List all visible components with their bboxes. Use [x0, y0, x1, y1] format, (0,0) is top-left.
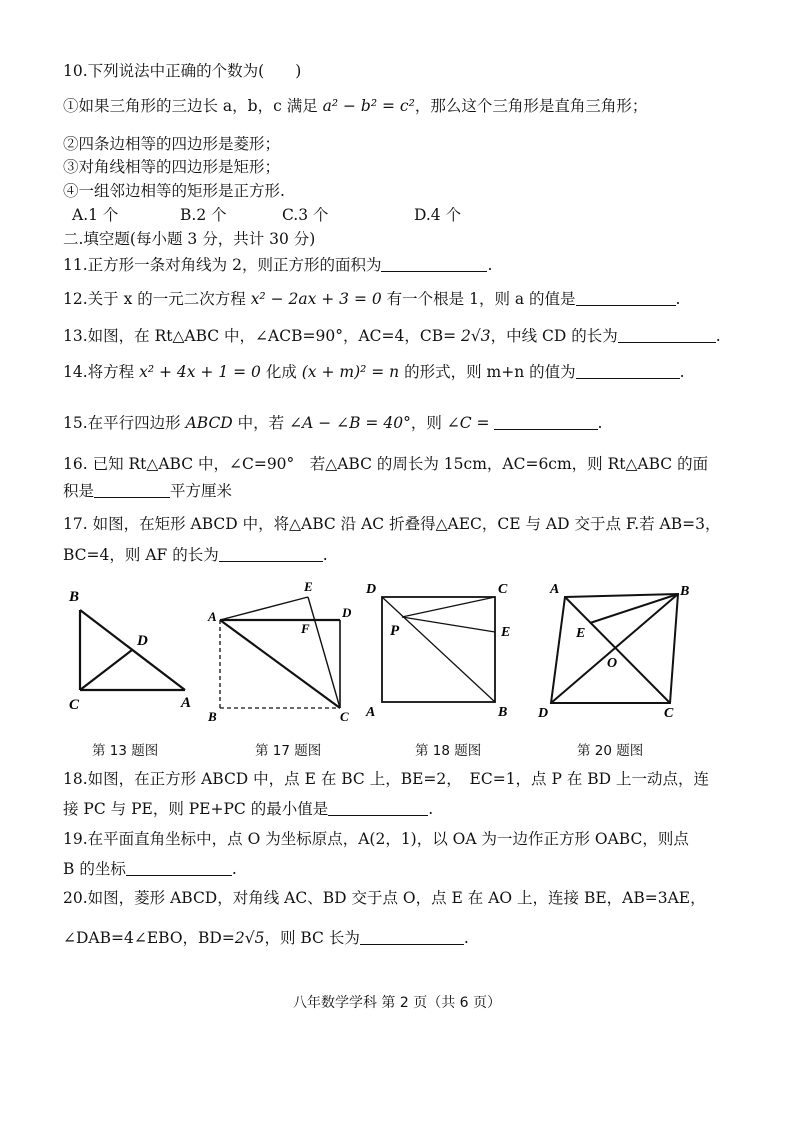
caption-fig13: 第 13 题图	[92, 743, 159, 759]
page-footer: 八年数学学科 第 2 页（共 6 页）	[292, 995, 502, 1011]
q13-post: ，中线 CD 的长为	[490, 327, 618, 345]
fig18-label-a: A	[366, 705, 376, 720]
q11-text: 11.正方形一条对角线为 2，则正方形的面积为	[63, 256, 382, 274]
q15-pre: 15.在平行四边形	[63, 414, 186, 432]
q14-math1: x² + 4x + 1 = 0	[139, 363, 261, 381]
fig13-label-c: C	[69, 697, 80, 713]
fig18-label-d: D	[366, 582, 377, 597]
q16-line2	[63, 481, 232, 501]
q16-pre: 积是	[63, 482, 95, 500]
q10-statement-2: ②四条边相等的四边形是菱形；	[63, 135, 281, 153]
caption-fig18: 第 18 题图	[415, 743, 482, 759]
fig17-label-c: C	[340, 709, 349, 724]
q15-math3: ∠C =	[446, 414, 490, 432]
q15-math1: ABCD	[185, 414, 233, 432]
q20-pre: ∠DAB=4∠EBO，BD=	[63, 929, 235, 947]
q14-answer-blank[interactable]	[576, 362, 680, 379]
q18-text: 接 PC 与 PE，则 PE+PC 的最小值是	[63, 800, 329, 818]
q19-answer-blank[interactable]	[126, 859, 232, 876]
fig17-label-b: B	[208, 709, 217, 724]
fig20-label-c: C	[664, 706, 674, 721]
q14-mid: 化成	[260, 363, 302, 381]
q18-answer-blank[interactable]	[328, 799, 428, 816]
q10-statement-4: ④一组邻边相等的矩形是正方形.	[63, 182, 285, 200]
q14-pre: 14.将方程	[63, 363, 140, 381]
q15-answer-blank[interactable]	[494, 413, 598, 430]
q20-answer-blank[interactable]	[360, 928, 464, 945]
option-c[interactable]: C.3 个	[282, 206, 329, 224]
figure-20	[530, 575, 700, 729]
q13-math: 2√3	[461, 327, 491, 345]
q20-line1: 20.如图，菱形 ABCD，对角线 AC、BD 交于点 O，点 E 在 AO 上，连接 BE，AB=3AE，	[63, 889, 706, 907]
q17-line2: BC=4，则 AF 的长为 .	[63, 546, 328, 564]
figure-18	[360, 575, 520, 729]
q20-line2: ∠DAB=4∠EBO，BD=2√5，则 BC 长为 .	[63, 929, 469, 947]
q11: 11.正方形一条对角线为 2，则正方形的面积为 .	[63, 256, 493, 274]
q16-post: 平方厘米	[170, 482, 233, 500]
fig17-label-a: A	[208, 609, 217, 624]
fig13-label-b: B	[69, 589, 80, 605]
q15-mid: 中，若	[232, 414, 290, 432]
q13-pre: 13.如图，在 Rt△ABC 中，∠ACB=90°，AC=4，CB=	[63, 327, 462, 345]
fig17-label-e: E	[304, 579, 313, 594]
q14: 14.将方程 x² + 4x + 1 = 0 化成 (x + m)² = n 的形式，则 m+n 的值为 .	[63, 363, 685, 381]
q12-post: 有一个根是 1，则 a 的值是	[381, 290, 576, 308]
fig13-label-a: A	[181, 695, 192, 711]
q17-answer-blank[interactable]	[219, 545, 323, 562]
q15: 15.在平行四边形 ABCD 中，若 ∠A − ∠B = 40°，则 ∠C = .	[63, 414, 603, 432]
q18-line2: 接 PC 与 PE，则 PE+PC 的最小值是 .	[63, 800, 434, 818]
q10-options	[72, 205, 461, 225]
fig18-label-p: P	[390, 623, 400, 639]
q19-text: B 的坐标	[63, 860, 126, 878]
q15-math2: ∠A − ∠B = 40°	[289, 414, 411, 432]
q10-s1-pre: ①如果三角形的三边长 a，b，c 满足	[63, 97, 323, 115]
caption-fig17: 第 17 题图	[255, 743, 322, 759]
q13-answer-blank[interactable]	[618, 326, 716, 343]
section-title: 二.填空题(每小题 3 分，共计 30 分)	[63, 230, 316, 248]
figure-13	[65, 575, 195, 719]
q12-pre: 12.关于 x 的一元二次方程	[63, 290, 251, 308]
fig20-label-e: E	[576, 626, 586, 641]
option-d[interactable]: D.4 个	[414, 206, 462, 224]
fig18-label-b: B	[498, 705, 508, 720]
option-a[interactable]: A.1 个	[72, 206, 119, 224]
fig20-label-b: B	[680, 584, 690, 599]
q19-line1: 19.在平面直角坐标中，点 O 为坐标原点，A(2，1)，以 OA 为一边作正方形 OABC，则点	[63, 830, 689, 848]
q12-math: x² − 2ax + 3 = 0	[250, 290, 382, 308]
q11-answer-blank[interactable]	[381, 255, 487, 272]
q12-answer-blank[interactable]	[576, 289, 676, 306]
caption-fig20: 第 20 题图	[577, 743, 644, 759]
q10-s1-math: a² − b² = c²	[322, 97, 415, 115]
q20-post: ，则 BC 长为	[264, 929, 360, 947]
fig13-label-d: D	[137, 633, 148, 649]
q17-text: BC=4，则 AF 的长为	[63, 546, 219, 564]
q10-statement-3: ③对角线相等的四边形是矩形；	[63, 158, 281, 176]
fig20-label-a: A	[550, 582, 560, 597]
fig17-label-f: F	[301, 621, 310, 636]
q14-post: 的形式，则 m+n 的值为	[399, 363, 576, 381]
option-b[interactable]: B.2 个	[180, 206, 227, 224]
q10-s1-post: ，那么这个三角形是直角三角形；	[414, 97, 648, 115]
figure-17	[200, 575, 360, 729]
q15-mid2: ，则	[410, 414, 447, 432]
q12: 12.关于 x 的一元二次方程 x² − 2ax + 3 = 0 有一个根是 1，则 a 的值是 .	[63, 290, 681, 308]
q17-line1: 17. 如图，在矩形 ABCD 中，将△ABC 沿 AC 折叠得△AEC，CE 与 AD 交于点 F.若 AB=3，	[63, 515, 721, 533]
fig20-label-d: D	[538, 706, 549, 721]
q13: 13.如图，在 Rt△ABC 中，∠ACB=90°，AC=4，CB= 2√3，中线 CD 的长为 .	[63, 327, 721, 345]
q18-line1: 18.如图，在正方形 ABCD 中，点 E 在 BC 上，BE=2， EC=1，点 P 在 BD 上一动点，连	[63, 770, 710, 788]
q10-stem: 10.下列说法中正确的个数为( )	[63, 62, 302, 80]
q19-line2: B 的坐标 .	[63, 860, 237, 878]
fig18-label-c: C	[498, 582, 508, 597]
fig20-label-o: O	[607, 656, 618, 671]
fig18-label-e: E	[501, 625, 511, 640]
q16-answer-blank[interactable]	[94, 481, 170, 498]
fig17-label-d: D	[342, 605, 352, 620]
q10-statement-1	[63, 96, 647, 116]
q16-line1: 16. 已知 Rt△ABC 中，∠C=90° 若△ABC 的周长为 15cm，AC=6cm，则 Rt△ABC 的面	[63, 455, 709, 473]
q14-math2: (x + m)² = n	[301, 363, 400, 381]
q20-math: 2√5	[234, 929, 265, 947]
